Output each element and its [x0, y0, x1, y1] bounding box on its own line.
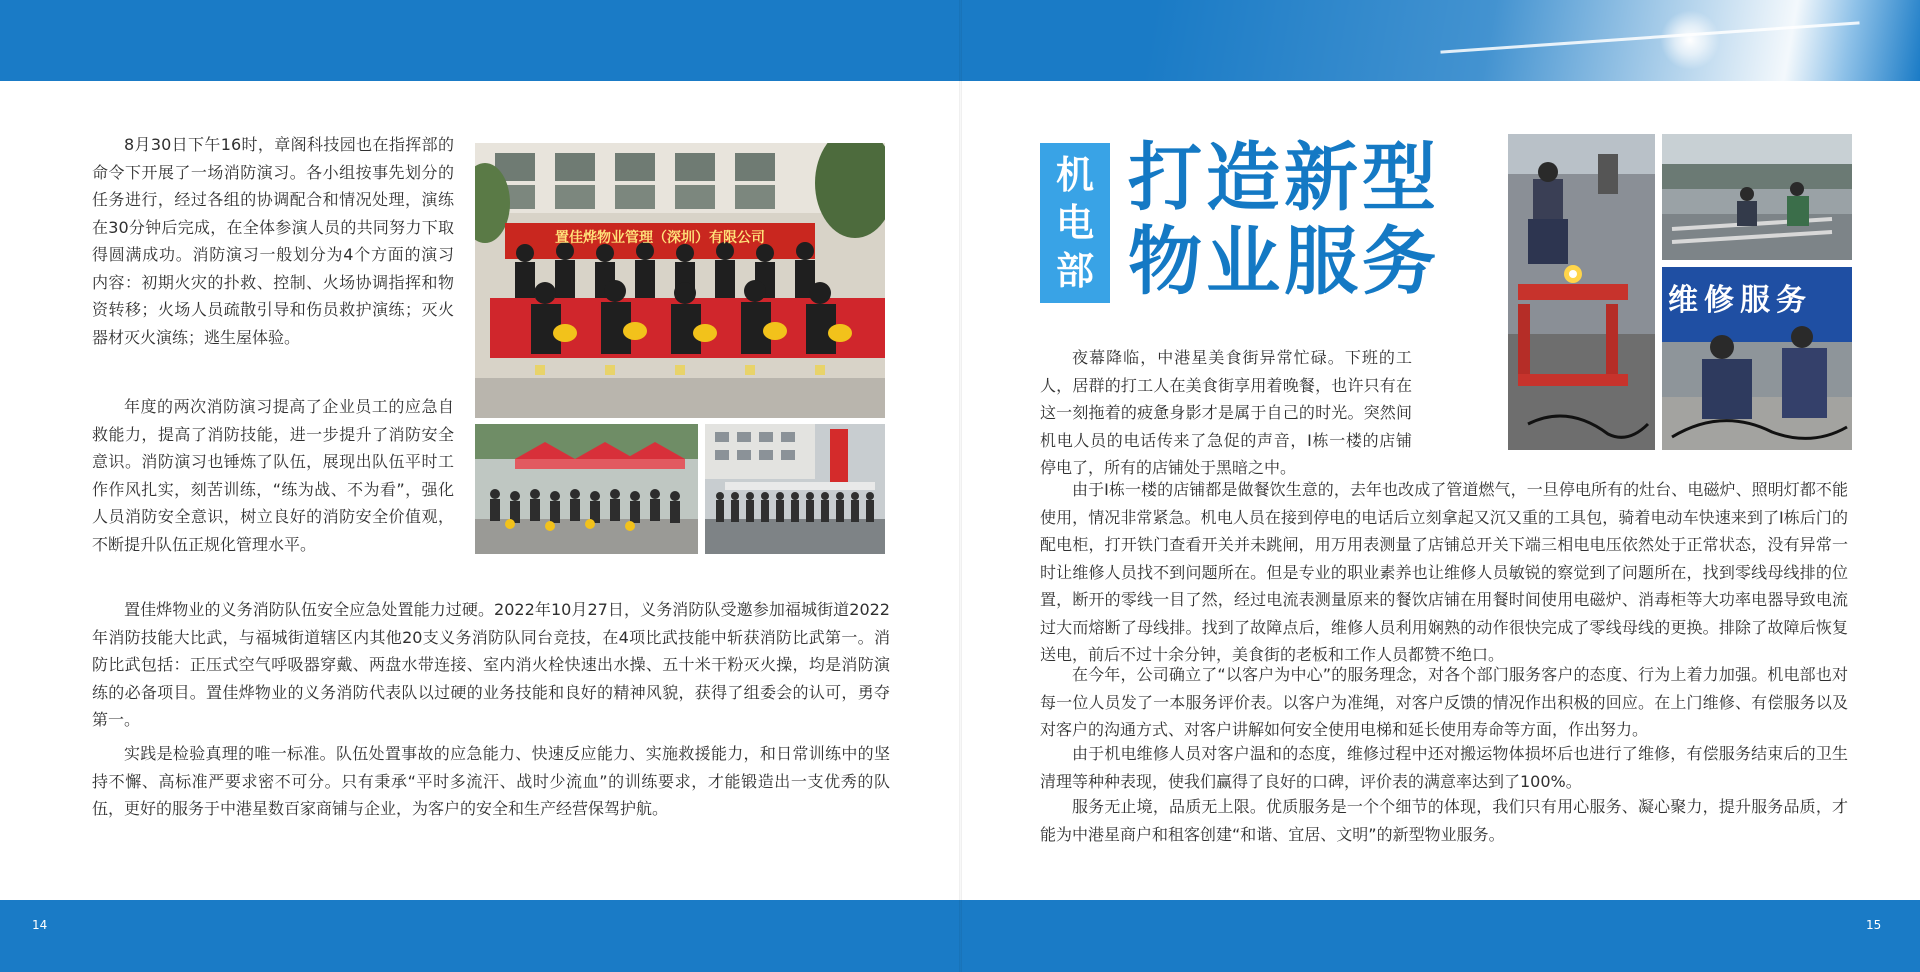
fire-drill-crowd-photo	[475, 424, 698, 554]
right-paragraph-4: 由于机电维修人员对客户温和的态度，维修过程中还对搬运物体损坏后也进行了维修，有偿服务结束后的卫生清理等种种表现，使我们赢得了良好的口碑，评价表的满意率达到了100%。	[1040, 744, 1848, 791]
left-paragraph-4: 实践是检验真理的唯一标准。队伍处置事故的应急能力、快速反应能力、实施救援能力，和日常训练中的坚持不懈、高标准严要求密不可分。只有秉承“平时多流汗、战时少流血”的训练要求，才能锻造出一支优秀的队伍，更好的服务于中港星数百家商铺与企业，为客户的安全和生产经营保驾护航。	[92, 744, 890, 818]
welding-repair-photo	[1508, 134, 1655, 450]
fire-drill-group-photo	[475, 143, 885, 418]
metal-work-illustration	[1662, 134, 1852, 260]
group-photo-illustration	[475, 143, 885, 418]
metal-work-photo	[1662, 134, 1852, 260]
right-page-number: 15	[1866, 918, 1882, 932]
left-paragraph-2: 年度的两次消防演习提高了企业员工的应急自救能力，提高了消防技能，进一步提升了消防安全意识。消防演习也锤炼了队伍，展现出队伍平时工作作风扎实，刻苦训练，“练为战、不为看”，强化人员消防安全意识，树立良好的消防安全价值观，不断提升队伍正规化管理水平。	[92, 397, 454, 554]
department-tag-char-2: 电	[1055, 201, 1094, 245]
group-photo-banner: 置佳烨物业管理（深圳）有限公司	[555, 230, 765, 246]
repair-service-photo	[1662, 267, 1852, 450]
left-paragraph-1: 8月30日下午16时，章阁科技园也在指挥部的命令下开展了一场消防演习。各小组按事先划分的任务进行，经过各组的协调配合和情况处理，演练在30分钟后完成，在全体参演人员的共同努力下取得圆满成功。消防演习一般划分为4个方面的演习内容：初期火灾的扑救、控制、火场协调指挥和物资转移；火场人员疏散引导和伤员救护演练；灭火器材灭火演练；逃生屋体验。	[92, 135, 454, 347]
left-page-number: 14	[32, 918, 48, 932]
department-tag-char-3: 部	[1055, 249, 1094, 293]
welding-photo-illustration	[1508, 134, 1655, 450]
right-paragraph-1: 夜幕降临，中港星美食街异常忙碌。下班的工人，居群的打工人在美食街享用着晚餐，也许只有在这一刻拖着的疲惫身影才是属于自己的时光。突然间机电人员的电话传来了急促的声音，I栋一楼的店铺停电了，所有的店铺处于黑暗之中。	[1040, 348, 1412, 477]
top-band-sheen	[960, 0, 1920, 81]
crowd-photo-illustration	[475, 424, 698, 554]
lineup-photo-illustration	[705, 424, 885, 554]
right-paragraph-5: 服务无止境，品质无上限。优质服务是一个个细节的体现，我们只有用心服务、凝心聚力，提升服务品质，才能为中港星商户和租客创建“和谐、宜居、文明”的新型物业服务。	[1040, 797, 1848, 844]
page-spine	[959, 0, 962, 972]
article-title-line-1: 打造新型	[1128, 135, 1440, 221]
department-tag-char-1: 机	[1055, 153, 1094, 197]
repair-service-sign: 维修服务	[1668, 283, 1812, 318]
light-glow	[1660, 10, 1720, 70]
right-paragraph-3: 在今年，公司确立了“以客户为中心”的服务理念，对各个部门服务客户的态度、行为上着力加强。机电部也对每一位人员发了一本服务评价表。以客户为准绳，对客户反馈的情况作出积极的回应。在上门维修、有偿服务以及对客户的沟通方式、对客户讲解如何安全使用电梯和延长使用寿命等方面，作出努力。	[1040, 665, 1848, 739]
right-paragraph-2: 由于I栋一楼的店铺都是做餐饮生意的，去年也改成了管道燃气，一旦停电所有的灶台、电磁炉、照明灯都不能使用，情况非常紧急。机电人员在接到停电的电话后立刻拿起又沉又重的工具包，骑着电动车快速来到了I栋后门的配电柜，打开铁门查看开关并未跳闸，用万用表测量了店铺总开关下端三相电电压依然处于正常状态，没有异常一时让维修人员找不到问题所在。但是专业的职业素养也让维修人员敏锐的察觉到了问题所在，找到零线母线排的位置，断开的零线一目了然，经过电流表测量原来的餐饮店铺在用餐时间使用电磁炉、消毒柜等大功率电器导致电流过大而熔断了母线排。找到了故障点后，维修人员利用娴熟的动作很快完成了零线母线的更换。排除了故障后恢复送电，前后不过十余分钟，美食街的老板和工作人员都赞不绝口。	[1040, 480, 1848, 664]
department-tag	[1040, 143, 1110, 303]
fire-drill-lineup-photo	[705, 424, 885, 554]
article-title-line-2: 物业服务	[1128, 219, 1440, 305]
left-paragraph-3: 置佳烨物业的义务消防队伍安全应急处置能力过硬。2022年10月27日，义务消防队受邀参加福城街道2022年消防技能大比武，与福城街道辖区内其他20支义务消防队同台竞技，在4项比武技能中斩获消防比武第一。消防比武包括：正压式空气呼吸器穿戴、两盘水带连接、室内消火栓快速出水操、五十米干粉灭火操，均是消防演练的必备项目。置佳烨物业的义务消防代表队以过硬的业务技能和良好的精神风貌，获得了组委会的认可，勇夺第一。	[92, 600, 890, 729]
